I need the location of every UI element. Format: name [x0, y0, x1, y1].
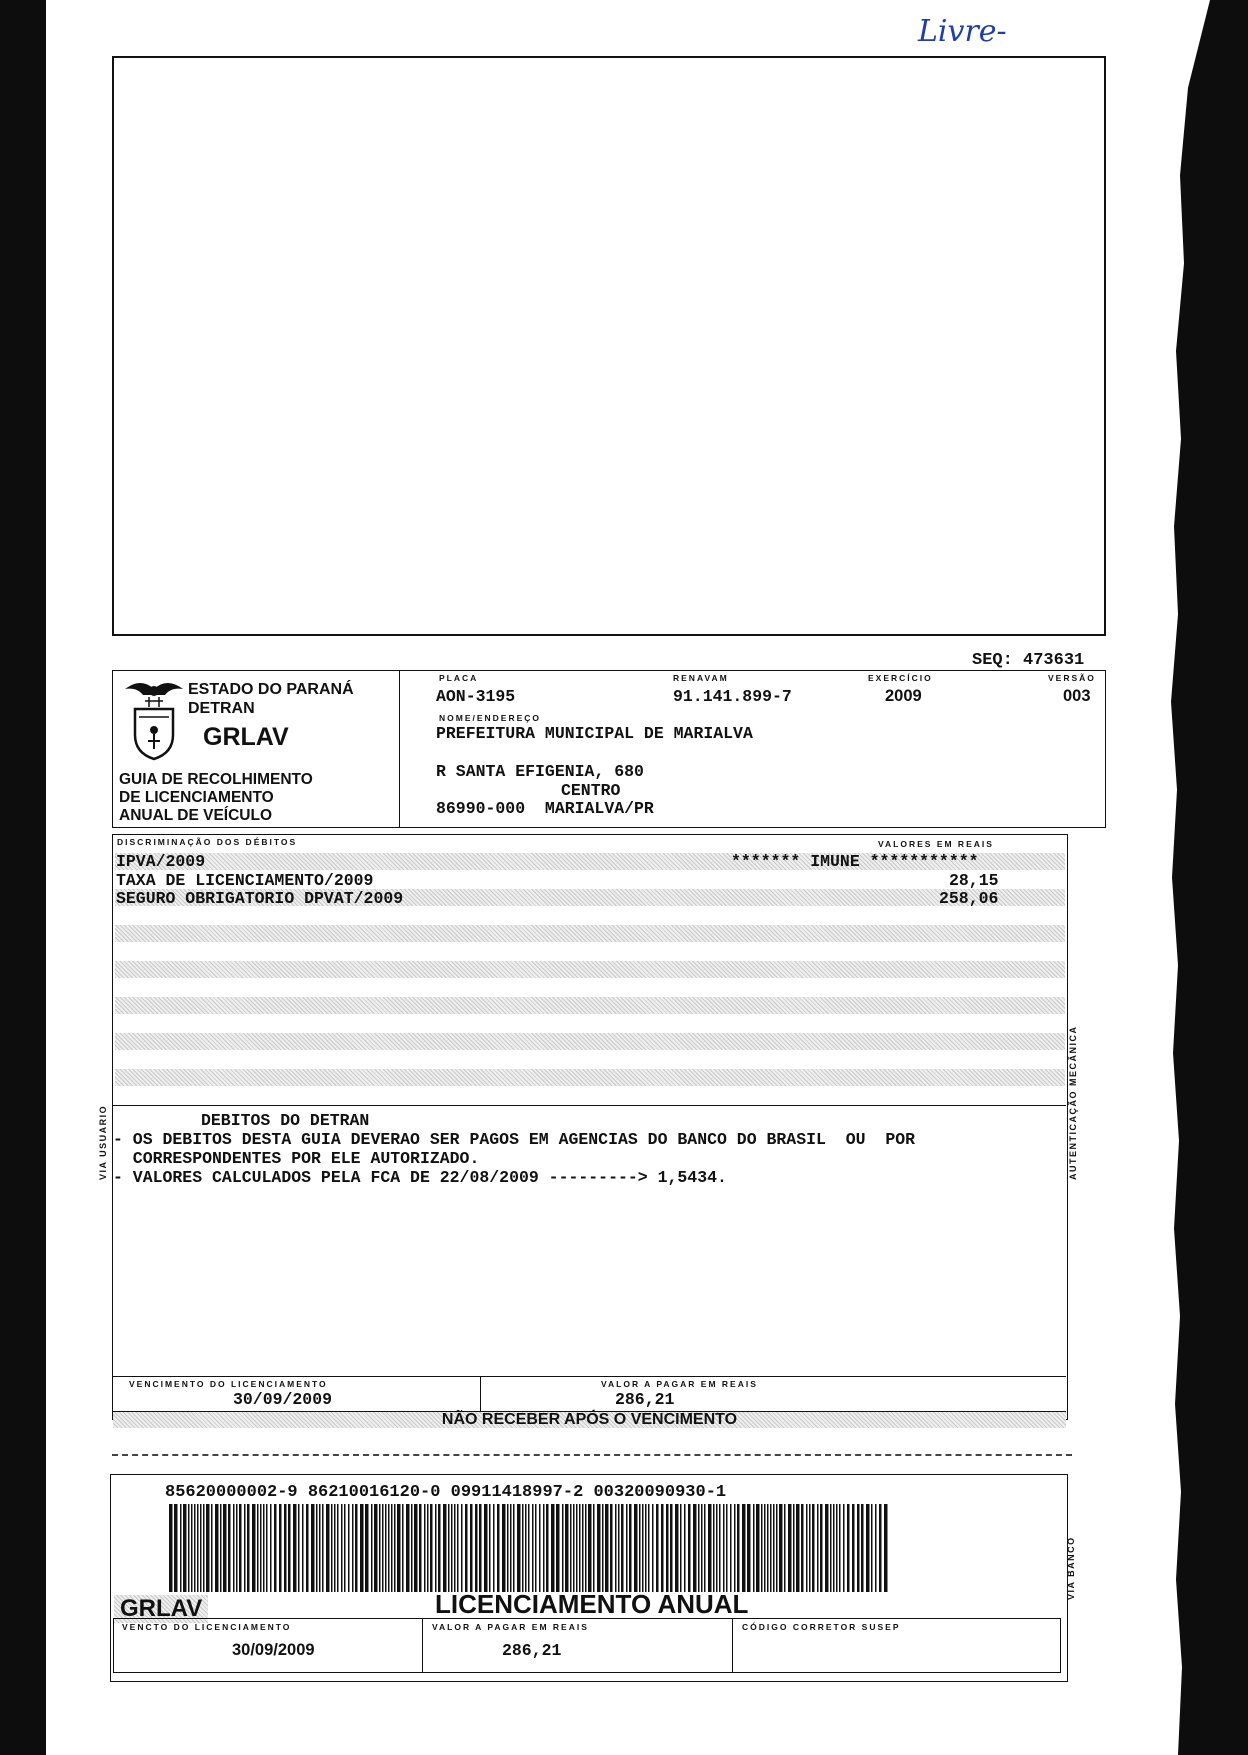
bank-amount-label: VALOR A PAGAR EM REAIS: [432, 1622, 589, 1632]
barcode-bar: [779, 1504, 783, 1592]
barcode-bar: [737, 1504, 740, 1592]
barcode-bar: [788, 1504, 792, 1592]
debit-value-ipva: ******* IMUNE ***********: [731, 852, 979, 871]
susep-label: CÓDIGO CORRETOR SUSEP: [742, 1622, 901, 1632]
barcode-bar: [306, 1504, 309, 1592]
barcode-bar: [371, 1504, 373, 1592]
bank-divider: [422, 1619, 423, 1672]
autenticacao-label: AUTENTICAÇÃO MECÂNICA: [1068, 1025, 1078, 1180]
bank-due-date: 30/09/2009: [232, 1641, 315, 1659]
barcode-bar: [448, 1504, 450, 1592]
barcode-bar: [675, 1504, 679, 1592]
debit-desc-licenciamento: TAXA DE LICENCIAMENTO/2009: [116, 871, 374, 890]
state-name: ESTADO DO PARANÁ: [188, 681, 354, 698]
barcode-bar: [414, 1504, 418, 1592]
barcode-bar: [621, 1504, 624, 1592]
bank-title: LICENCIAMENTO ANUAL: [435, 1589, 749, 1619]
barcode-bar: [539, 1504, 541, 1592]
barcode-bar: [639, 1504, 641, 1592]
renavam-label: RENAVAM: [673, 673, 729, 683]
notes-divider: [113, 1105, 1066, 1106]
hatch-stripe: [115, 961, 1065, 978]
barcode-bar: [610, 1504, 613, 1592]
barcode-bar: [626, 1504, 628, 1592]
state-coat-of-arms-icon: [121, 675, 187, 761]
barcode-bar: [493, 1504, 495, 1592]
notes-block: [113, 1111, 915, 1187]
barcode-bar: [730, 1504, 732, 1592]
barcode-bar: [465, 1504, 468, 1592]
debit-value-dpvat: 258,06: [939, 889, 999, 908]
barcode-bar: [252, 1504, 256, 1592]
sequence-number: SEQ: 473631: [972, 651, 1085, 670]
barcode-bar: [223, 1504, 227, 1592]
barcode-bar: [454, 1504, 456, 1592]
barcode-bar: [661, 1504, 664, 1592]
guide-title-line: DE LICENCIAMENTO: [119, 789, 274, 806]
barcode-bar: [236, 1504, 238, 1592]
barcode-bar: [194, 1504, 196, 1592]
barcode-bar: [645, 1504, 647, 1592]
barcode-bar: [479, 1504, 482, 1592]
barcode-bar: [546, 1504, 549, 1592]
nome-value: PREFEITURA MUNICIPAL DE MARIALVA: [436, 724, 753, 743]
barcode-bar: [341, 1504, 343, 1592]
barcode-bar: [298, 1504, 300, 1592]
not-receive-warning: NÃO RECEBER APÓS O VENCIMENTO: [113, 1411, 1066, 1428]
barcode-bar: [402, 1504, 404, 1592]
barcode-bar: [582, 1504, 584, 1592]
barcode-bar: [784, 1504, 786, 1592]
barcode-bar: [734, 1504, 736, 1592]
amount-label: VALOR A PAGAR EM REAIS: [601, 1379, 758, 1389]
barcode-bar: [726, 1504, 728, 1592]
barcode-bar: [562, 1504, 564, 1592]
bank-fields: [113, 1618, 1061, 1673]
barcode-bar: [397, 1504, 401, 1592]
barcode-bar: [430, 1504, 433, 1592]
barcode-bar: [513, 1504, 515, 1592]
barcode-bar: [438, 1504, 441, 1592]
barcode-bar: [365, 1504, 369, 1592]
barcode-bar: [263, 1504, 265, 1592]
issuer-block: [113, 671, 400, 827]
barcode-bar: [180, 1504, 182, 1592]
barcode-bar: [188, 1504, 190, 1592]
barcode-bar: [742, 1504, 746, 1592]
due-bar: [113, 1376, 1066, 1411]
barcode-bar: [427, 1504, 429, 1592]
tear-line: [112, 1454, 1072, 1456]
barcode-bar: [316, 1504, 318, 1592]
scan-left-edge: [0, 0, 46, 1755]
barcode-bar: [344, 1504, 346, 1592]
hatch-stripe: [115, 1069, 1065, 1086]
amount-value: 286,21: [615, 1390, 675, 1409]
barcode-bar: [801, 1504, 804, 1592]
exercicio-value: 2009: [885, 687, 922, 705]
note-line: - OS DEBITOS DESTA GUIA DEVERAO SER PAGOS EM AGENCIAS DO BANCO DO BRASIL OU POR: [113, 1130, 916, 1149]
bank-due-label: VENCTO DO LICENCIAMENTO: [122, 1622, 292, 1632]
barcode-bar: [642, 1504, 644, 1592]
scan-right-edge: [1148, 0, 1248, 1755]
barcode-bar: [348, 1504, 350, 1592]
barcode-bar: [228, 1504, 231, 1592]
barcode-bar: [615, 1504, 617, 1592]
via-banco-label: VIA BANCO: [1066, 1536, 1076, 1600]
barcode-bar: [716, 1504, 718, 1592]
due-date: 30/09/2009: [233, 1390, 333, 1409]
barcode-bar: [812, 1504, 815, 1592]
barcode-bar: [388, 1504, 390, 1592]
barcode-bar: [337, 1504, 339, 1592]
barcode-bar: [279, 1504, 282, 1592]
barcode-bar: [379, 1504, 381, 1592]
versao-label: VERSÃO: [1048, 673, 1096, 683]
debit-value-licenciamento: 28,15: [949, 871, 999, 890]
address-city: 86990-000 MARIALVA/PR: [436, 799, 654, 818]
barcode-bar: [311, 1504, 315, 1592]
barcode-bar: [573, 1504, 575, 1592]
barcode-bar: [866, 1504, 870, 1592]
barcode-bar: [618, 1504, 620, 1592]
barcode-bar: [884, 1504, 888, 1592]
form-code: GRLAV: [203, 723, 289, 751]
note-line: - VALORES CALCULADOS PELA FCA DE 22/08/2009 ---------> 1,5434.: [113, 1168, 727, 1187]
placa-label: PLACA: [439, 673, 479, 683]
due-divider: [480, 1377, 481, 1411]
barcode-bar: [502, 1504, 506, 1592]
barcode-bar: [767, 1504, 769, 1592]
barcode-bar: [247, 1504, 250, 1592]
bank-form-code: GRLAV: [114, 1595, 208, 1623]
barcode-bar: [543, 1504, 545, 1592]
barcode-bar: [796, 1504, 800, 1592]
barcode-bar: [843, 1504, 845, 1592]
renavam-value: 91.141.899-7: [673, 687, 792, 706]
barcode-bar: [761, 1504, 763, 1592]
via-usuario-label: VIA USUARIO: [98, 1104, 108, 1180]
barcode-bar: [411, 1504, 413, 1592]
barcode-bar: [820, 1504, 823, 1592]
values-column-label: VALORES EM REAIS: [878, 839, 994, 849]
hatch-stripe: [115, 997, 1065, 1014]
barcode-bar: [319, 1504, 321, 1592]
barcode-bar: [257, 1504, 259, 1592]
barcode-bar: [174, 1504, 178, 1592]
barcode-bar: [424, 1504, 426, 1592]
barcode-bar: [197, 1504, 199, 1592]
barcode-bar: [394, 1504, 396, 1592]
barcode-bar: [355, 1504, 358, 1592]
address-district: CENTRO: [561, 781, 621, 800]
barcode-bar: [374, 1504, 378, 1592]
bank-slip: [110, 1474, 1068, 1682]
barcode-bar: [756, 1504, 760, 1592]
barcode-bar: [753, 1504, 755, 1592]
barcode-bar: [570, 1504, 572, 1592]
barcode-bar: [701, 1504, 703, 1592]
barcode-bar: [510, 1504, 512, 1592]
barcode-bar: [648, 1504, 650, 1592]
agency-name: DETRAN: [188, 700, 255, 717]
barcode-number: 85620000002-9 86210016120-0 09911418997-2 00320090930-1: [165, 1483, 727, 1502]
barcode-bar: [360, 1504, 364, 1592]
barcode-bar: [239, 1504, 242, 1592]
barcode-bar: [169, 1504, 173, 1592]
barcode-bar: [352, 1504, 354, 1592]
barcode-bar: [764, 1504, 766, 1592]
barcode-bar: [839, 1504, 841, 1592]
barcode-bar: [203, 1504, 205, 1592]
guide-title-line: GUIA DE RECOLHIMENTO: [119, 771, 313, 788]
barcode-bar: [215, 1504, 219, 1592]
barcode-bar: [773, 1504, 775, 1592]
barcode-bar: [270, 1504, 272, 1592]
barcode-bar: [593, 1504, 595, 1592]
barcode-bar: [847, 1504, 850, 1592]
barcode-bar: [475, 1504, 478, 1592]
guide-title-line: ANUAL DE VEÍCULO: [119, 807, 273, 824]
barcode-bar: [183, 1504, 187, 1592]
debit-desc-ipva: IPVA/2009: [116, 852, 206, 871]
barcode-bar: [274, 1504, 277, 1592]
barcode: [165, 1504, 895, 1592]
barcode-bar: [776, 1504, 778, 1592]
barcode-bar: [334, 1504, 336, 1592]
barcode-bar: [698, 1504, 700, 1592]
versao-value: 003: [1063, 687, 1091, 705]
barcode-bar: [517, 1504, 521, 1592]
barcode-bar: [406, 1504, 410, 1592]
barcode-bar: [680, 1504, 682, 1592]
barcode-bar: [457, 1504, 459, 1592]
blank-top-box: [112, 56, 1106, 636]
barcode-bar: [293, 1504, 297, 1592]
handwritten-annotation: Livre-: [918, 14, 1007, 49]
barcode-bar: [489, 1504, 491, 1592]
barcode-bar: [260, 1504, 262, 1592]
barcode-bar: [770, 1504, 772, 1592]
barcode-bar: [331, 1504, 333, 1592]
barcode-bar: [525, 1504, 527, 1592]
barcode-bar: [879, 1504, 882, 1592]
debits-column-label: DISCRIMINAÇÃO DOS DÉBITOS: [117, 837, 298, 847]
barcode-bar: [634, 1504, 638, 1592]
barcode-bar: [605, 1504, 609, 1592]
barcode-bar: [825, 1504, 829, 1592]
bank-divider: [732, 1619, 733, 1672]
barcode-bar: [220, 1504, 222, 1592]
address-street: R SANTA EFIGENIA, 680: [436, 762, 644, 781]
barcode-bar: [666, 1504, 669, 1592]
barcode-bar: [688, 1504, 691, 1592]
barcode-bar: [656, 1504, 659, 1592]
barcode-bar: [419, 1504, 422, 1592]
barcode-bar: [809, 1504, 811, 1592]
barcode-bar: [435, 1504, 437, 1592]
vehicle-header: [112, 670, 1106, 828]
due-label: VENCIMENTO DO LICENCIAMENTO: [129, 1379, 328, 1389]
barcode-bar: [200, 1504, 202, 1592]
note-line: CORRESPONDENTES POR ELE AUTORIZADO.: [113, 1149, 480, 1168]
barcode-bar: [861, 1504, 864, 1592]
barcode-bar: [484, 1504, 488, 1592]
barcode-bar: [576, 1504, 578, 1592]
debits-section: [112, 834, 1068, 1428]
barcode-bar: [588, 1504, 592, 1592]
barcode-bar: [793, 1504, 795, 1592]
barcode-bar: [708, 1504, 712, 1592]
barcode-bar: [284, 1504, 287, 1592]
barcode-bar: [288, 1504, 291, 1592]
barcode-bar: [565, 1504, 569, 1592]
barcode-bar: [497, 1504, 500, 1592]
barcode-bar: [670, 1504, 673, 1592]
debit-desc-dpvat: SEGURO OBRIGATORIO DPVAT/2009: [116, 889, 404, 908]
barcode-bar: [833, 1504, 835, 1592]
barcode-bar: [585, 1504, 587, 1592]
barcode-bar: [266, 1504, 268, 1592]
barcode-bar: [451, 1504, 453, 1592]
barcode-bar: [857, 1504, 860, 1592]
barcode-bar: [871, 1504, 873, 1592]
barcode-bar: [684, 1504, 686, 1592]
barcode-bar: [556, 1504, 560, 1592]
barcode-bar: [875, 1504, 877, 1592]
barcode-bar: [629, 1504, 632, 1592]
barcode-bar: [652, 1504, 654, 1592]
barcode-bar: [507, 1504, 509, 1592]
hatch-stripe: [115, 925, 1065, 942]
barcode-bar: [551, 1504, 555, 1592]
barcode-bar: [852, 1504, 855, 1592]
barcode-bar: [602, 1504, 604, 1592]
barcode-bar: [704, 1504, 706, 1592]
barcode-bar: [206, 1504, 210, 1592]
barcode-bar: [382, 1504, 384, 1592]
barcode-bar: [719, 1504, 721, 1592]
barcode-bar: [747, 1504, 751, 1592]
exercicio-label: EXERCÍCIO: [868, 673, 933, 683]
barcode-bar: [817, 1504, 819, 1592]
notes-title: DEBITOS DO DETRAN: [201, 1111, 370, 1130]
barcode-bar: [470, 1504, 473, 1592]
barcode-bar: [443, 1504, 447, 1592]
barcode-bar: [233, 1504, 235, 1592]
barcode-bar: [830, 1504, 832, 1592]
guide-title: [119, 771, 313, 825]
placa-value: AON-3195: [436, 687, 516, 706]
barcode-bar: [461, 1504, 463, 1592]
barcode-bar: [326, 1504, 330, 1592]
barcode-bar: [579, 1504, 581, 1592]
bank-amount: 286,21: [502, 1641, 562, 1660]
barcode-bar: [522, 1504, 524, 1592]
barcode-bar: [693, 1504, 697, 1592]
barcode-bar: [385, 1504, 387, 1592]
barcode-bar: [211, 1504, 213, 1592]
barcode-bar: [302, 1504, 304, 1592]
barcode-bar: [806, 1504, 808, 1592]
barcode-bar: [322, 1504, 324, 1592]
barcode-bar: [713, 1504, 715, 1592]
barcode-bar: [528, 1504, 530, 1592]
barcode-bar: [597, 1504, 601, 1592]
barcode-bar: [191, 1504, 193, 1592]
barcode-bar: [836, 1504, 838, 1592]
barcode-bar: [532, 1504, 534, 1592]
barcode-bar: [535, 1504, 537, 1592]
barcode-bar: [723, 1504, 725, 1592]
barcode-bar: [244, 1504, 246, 1592]
hatch-stripe: [115, 1033, 1065, 1050]
nome-label: NOME/ENDEREÇO: [439, 713, 542, 723]
barcode-bar: [391, 1504, 393, 1592]
